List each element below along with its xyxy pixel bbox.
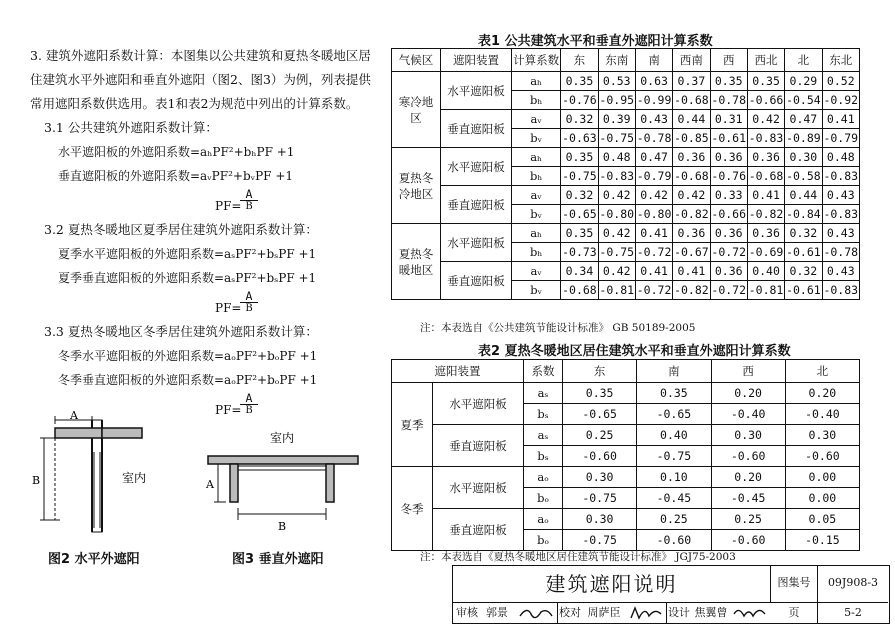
- value-cell: 0.43: [822, 224, 859, 243]
- coefficient-cell: aₕ: [512, 148, 561, 167]
- table-1-header-cell: 气候区: [392, 49, 441, 72]
- value-cell: -0.75: [598, 243, 635, 262]
- value-cell: 0.30: [785, 148, 822, 167]
- atlas-number-label: 图集号: [777, 576, 811, 589]
- value-cell: -0.95: [598, 91, 635, 110]
- coefficient-cell: bₒ: [524, 488, 563, 509]
- value-cell: -0.75: [637, 446, 711, 467]
- value-cell: 0.30: [785, 425, 859, 446]
- value-cell: -0.75: [598, 129, 635, 148]
- coefficient-cell: bᵥ: [512, 205, 561, 224]
- value-cell: -0.79: [822, 129, 859, 148]
- section-3-2-heading: 3.2 夏热冬暖地区夏季居住建筑外遮阳系数计算：: [44, 222, 318, 237]
- value-cell: 0.48: [598, 148, 635, 167]
- figure-2-horizontal-shading: [30, 410, 200, 540]
- pf-denominator: B: [245, 405, 253, 416]
- value-cell: -0.75: [563, 530, 637, 551]
- shading-device-cell: 水平遮阳板: [433, 383, 524, 425]
- value-cell: 0.36: [673, 148, 710, 167]
- figure-2-caption: 图2 水平外遮阳: [48, 552, 140, 567]
- value-cell: 0.42: [598, 224, 635, 243]
- divider: [770, 602, 888, 603]
- value-cell: 0.40: [637, 425, 711, 446]
- reviewer-signature: [517, 604, 555, 622]
- value-cell: -0.40: [711, 404, 785, 425]
- table-2: [391, 359, 860, 551]
- coefficient-cell: bₕ: [512, 243, 561, 262]
- value-cell: 0.20: [711, 467, 785, 488]
- value-cell: -0.81: [598, 281, 635, 300]
- table-2-header-cell: 北: [785, 360, 859, 383]
- table-2-row: [392, 383, 860, 404]
- value-cell: -0.66: [710, 205, 747, 224]
- reviewer-name: 郭景: [486, 606, 508, 619]
- value-cell: 0.43: [822, 262, 859, 281]
- value-cell: 0.25: [637, 509, 711, 530]
- table-2-header-cell: 系数: [524, 360, 563, 383]
- coefficient-cell: aᵥ: [512, 262, 561, 281]
- shading-device-cell: 垂直遮阳板: [433, 509, 524, 551]
- pf-denominator: B: [245, 201, 253, 212]
- season-cell: 夏季: [392, 383, 433, 467]
- pf-fraction: [240, 188, 258, 213]
- value-cell: -0.72: [710, 281, 747, 300]
- title-block: [452, 565, 890, 624]
- table-1-caption: 表1 公共建筑水平和垂直外遮阳计算系数: [478, 34, 713, 49]
- shading-device-cell: 垂直遮阳板: [441, 110, 512, 148]
- table-1-note: 注：本表选自《公共建筑节能设计标准》 GB 50189-2005: [420, 322, 696, 334]
- value-cell: 0.32: [785, 262, 822, 281]
- shading-device-cell: 水平遮阳板: [441, 72, 512, 110]
- dimension-A-label: A: [70, 410, 78, 422]
- coefficient-cell: aₕ: [512, 72, 561, 91]
- table-1-row: [392, 110, 860, 129]
- value-cell: -0.68: [747, 167, 784, 186]
- value-cell: -0.92: [822, 91, 859, 110]
- page-label: 页: [788, 606, 800, 619]
- value-cell: 0.25: [563, 425, 637, 446]
- table-2-note: 注：本表选自《夏热冬暖地区居住建筑节能设计标准》 JGJ75-2003: [420, 551, 736, 563]
- value-cell: -0.15: [785, 530, 859, 551]
- pf-formula: [30, 188, 380, 218]
- formula-horizontal: 水平遮阳板的外遮阳系数=aₕPF²+bₕPF +1: [58, 145, 295, 159]
- value-cell: -0.66: [747, 91, 784, 110]
- table-1-header-cell: 遮阳装置: [441, 49, 512, 72]
- value-cell: -0.61: [785, 243, 822, 262]
- pf-fraction: [240, 290, 258, 315]
- value-cell: -0.68: [673, 167, 710, 186]
- table-1-row: [392, 186, 860, 205]
- checker-signature: [627, 604, 665, 622]
- value-cell: 0.63: [635, 72, 672, 91]
- section-3-1-heading: 3.1 公共建筑外遮阳系数计算：: [44, 120, 218, 135]
- coefficient-cell: bᵥ: [512, 129, 561, 148]
- value-cell: 0.30: [563, 509, 637, 530]
- value-cell: -0.58: [785, 167, 822, 186]
- table-1-header-cell: 北: [785, 49, 822, 72]
- value-cell: -0.83: [822, 281, 859, 300]
- pf-fraction: [240, 392, 258, 417]
- formula-winter-vertical: 冬季垂直遮阳板的外遮阳系数=aₒPF²+bₒPF +1: [58, 373, 318, 387]
- shading-device-cell: 垂直遮阳板: [433, 425, 524, 467]
- coefficient-cell: aₒ: [524, 509, 563, 530]
- value-cell: 0.32: [561, 110, 598, 129]
- value-cell: 0.42: [598, 262, 635, 281]
- value-cell: 0.35: [637, 383, 711, 404]
- value-cell: -0.83: [747, 129, 784, 148]
- value-cell: -0.82: [747, 205, 784, 224]
- value-cell: -0.69: [747, 243, 784, 262]
- dimension-B-label: B: [32, 474, 41, 487]
- value-cell: -0.80: [635, 205, 672, 224]
- intro-paragraph: 3. 建筑外遮阳系数计算：本图集以公共建筑和夏热冬暖地区居住建筑水平外遮阳和垂直外遮阳（图2、图3）为例，列表提供常用遮阳系数供选用。表1和表2为规范中列出的计算系数。: [30, 48, 371, 111]
- dimension-A-label: A: [206, 478, 214, 491]
- value-cell: -0.83: [598, 167, 635, 186]
- value-cell: -0.78: [710, 91, 747, 110]
- value-cell: -0.78: [822, 243, 859, 262]
- value-cell: 0.53: [598, 72, 635, 91]
- value-cell: -0.72: [635, 243, 672, 262]
- coefficient-cell: aₕ: [512, 224, 561, 243]
- value-cell: -0.60: [563, 446, 637, 467]
- value-cell: 0.31: [710, 110, 747, 129]
- value-cell: 0.35: [747, 72, 784, 91]
- value-cell: 0.42: [598, 186, 635, 205]
- value-cell: 0.36: [710, 262, 747, 281]
- value-cell: 0.35: [561, 224, 598, 243]
- value-cell: -0.83: [822, 205, 859, 224]
- value-cell: 0.30: [711, 425, 785, 446]
- value-cell: 0.20: [711, 383, 785, 404]
- value-cell: -0.40: [785, 404, 859, 425]
- formula-summer-horizontal: 夏季水平遮阳板的外遮阳系数=aₛPF²+bₛPF +1: [58, 247, 317, 261]
- value-cell: 0.42: [747, 110, 784, 129]
- table-1-row: [392, 72, 860, 91]
- climate-zone-cell: 夏热冬暖地区: [392, 224, 441, 300]
- value-cell: -0.72: [635, 281, 672, 300]
- figure-3-vertical-shading: [198, 430, 368, 540]
- coefficient-cell: bₛ: [524, 446, 563, 467]
- coefficient-cell: aₛ: [524, 383, 563, 404]
- value-cell: 0.34: [561, 262, 598, 281]
- pf-numerator: A: [240, 188, 258, 201]
- coefficient-cell: aₒ: [524, 467, 563, 488]
- pf-label: PF=: [215, 403, 242, 417]
- pf-denominator: B: [245, 303, 253, 314]
- value-cell: -0.60: [711, 530, 785, 551]
- drawing-title: 建筑遮阳说明: [453, 566, 771, 603]
- value-cell: -0.78: [635, 129, 672, 148]
- value-cell: 0.41: [635, 262, 672, 281]
- value-cell: 0.40: [747, 262, 784, 281]
- value-cell: 0.52: [822, 72, 859, 91]
- value-cell: 0.41: [822, 110, 859, 129]
- value-cell: 0.47: [635, 148, 672, 167]
- value-cell: -0.89: [785, 129, 822, 148]
- table-2-row: [392, 467, 860, 488]
- coefficient-cell: bₒ: [524, 530, 563, 551]
- table-1-header-cell: 东北: [822, 49, 859, 72]
- pf-label: PF=: [215, 199, 242, 213]
- table-1-row: [392, 224, 860, 243]
- coefficient-cell: bₛ: [524, 404, 563, 425]
- value-cell: -0.79: [635, 167, 672, 186]
- value-cell: -0.65: [563, 404, 637, 425]
- section-3-3-heading: 3.3 夏热冬暖地区冬季居住建筑外遮阳系数计算：: [44, 324, 318, 339]
- climate-zone-cell: 夏热冬冷地区: [392, 148, 441, 224]
- value-cell: -0.45: [711, 488, 785, 509]
- pf-label: PF=: [215, 301, 242, 315]
- table-1-header-cell: 计算系数: [512, 49, 561, 72]
- coefficient-cell: bₕ: [512, 167, 561, 186]
- value-cell: -0.81: [747, 281, 784, 300]
- table-2-header-cell: 东: [563, 360, 637, 383]
- value-cell: -0.60: [637, 530, 711, 551]
- check-label: 校对: [559, 606, 581, 619]
- value-cell: 0.41: [673, 262, 710, 281]
- value-cell: -0.84: [785, 205, 822, 224]
- value-cell: -0.75: [561, 167, 598, 186]
- value-cell: -0.54: [785, 91, 822, 110]
- explanation-text: [30, 44, 380, 422]
- table-1-header-cell: 西南: [673, 49, 710, 72]
- value-cell: 0.00: [785, 488, 859, 509]
- value-cell: 0.33: [710, 186, 747, 205]
- value-cell: 0.48: [822, 148, 859, 167]
- table-2-header-cell: 遮阳装置: [392, 360, 524, 383]
- table-2-header-cell: 西: [711, 360, 785, 383]
- value-cell: -0.82: [673, 281, 710, 300]
- pf-numerator: A: [240, 290, 258, 303]
- value-cell: -0.65: [561, 205, 598, 224]
- value-cell: 0.35: [561, 72, 598, 91]
- value-cell: 0.05: [785, 509, 859, 530]
- designer-name: 焦翼曾: [694, 606, 728, 619]
- value-cell: -0.61: [710, 129, 747, 148]
- shading-device-cell: 水平遮阳板: [441, 224, 512, 262]
- shading-device-cell: 垂直遮阳板: [441, 262, 512, 300]
- value-cell: 0.42: [673, 186, 710, 205]
- checker-name: 周萨臣: [587, 606, 621, 619]
- coefficient-cell: aₛ: [524, 425, 563, 446]
- value-cell: 0.44: [785, 186, 822, 205]
- coefficient-cell: bₕ: [512, 91, 561, 110]
- value-cell: -0.72: [710, 243, 747, 262]
- page-number: 5-2: [844, 606, 862, 619]
- dimension-B-label: B: [278, 520, 287, 533]
- indoor-label: 室内: [270, 431, 295, 445]
- table-1-header-cell: 西北: [747, 49, 784, 72]
- coefficient-cell: bᵥ: [512, 281, 561, 300]
- table-1-header-cell: 南: [635, 49, 672, 72]
- value-cell: 0.32: [561, 186, 598, 205]
- value-cell: 0.37: [673, 72, 710, 91]
- value-cell: -0.67: [673, 243, 710, 262]
- value-cell: 0.30: [563, 467, 637, 488]
- value-cell: -0.61: [785, 281, 822, 300]
- table-1-header-cell: 西: [710, 49, 747, 72]
- coefficient-cell: aᵥ: [512, 186, 561, 205]
- design-label: 设计: [668, 606, 690, 619]
- value-cell: 0.20: [785, 383, 859, 404]
- shading-device-cell: 垂直遮阳板: [441, 186, 512, 224]
- value-cell: -0.68: [673, 91, 710, 110]
- value-cell: -0.75: [563, 488, 637, 509]
- value-cell: 0.25: [711, 509, 785, 530]
- value-cell: 0.35: [710, 72, 747, 91]
- table-1-row: [392, 148, 860, 167]
- value-cell: -0.63: [561, 129, 598, 148]
- value-cell: 0.41: [635, 224, 672, 243]
- value-cell: -0.76: [710, 167, 747, 186]
- value-cell: -0.82: [673, 205, 710, 224]
- climate-zone-cell: 寒冷地区: [392, 72, 441, 148]
- value-cell: 0.36: [710, 224, 747, 243]
- value-cell: 0.47: [785, 110, 822, 129]
- pf-formula: [30, 290, 380, 320]
- table-1: [391, 48, 860, 300]
- pf-numerator: A: [240, 392, 258, 405]
- formula-summer-vertical: 夏季垂直遮阳板的外遮阳系数=aₛPF²+bₛPF +1: [58, 271, 317, 285]
- value-cell: -0.80: [598, 205, 635, 224]
- table-1-header-cell: 东: [561, 49, 598, 72]
- value-cell: 0.43: [822, 186, 859, 205]
- value-cell: 0.43: [635, 110, 672, 129]
- value-cell: -0.68: [561, 281, 598, 300]
- value-cell: -0.76: [561, 91, 598, 110]
- value-cell: 0.35: [563, 383, 637, 404]
- formula-vertical: 垂直遮阳板的外遮阳系数=aᵥPF²+bᵥPF +1: [58, 169, 294, 183]
- atlas-number: 09J908-3: [827, 576, 879, 589]
- value-cell: 0.39: [598, 110, 635, 129]
- value-cell: -0.99: [635, 91, 672, 110]
- review-label: 审核: [456, 606, 478, 619]
- value-cell: -0.60: [785, 446, 859, 467]
- value-cell: -0.65: [637, 404, 711, 425]
- value-cell: -0.60: [711, 446, 785, 467]
- value-cell: 0.41: [747, 186, 784, 205]
- value-cell: 0.36: [710, 148, 747, 167]
- table-2-header-cell: 南: [637, 360, 711, 383]
- shading-device-cell: 水平遮阳板: [433, 467, 524, 509]
- shading-device-cell: 水平遮阳板: [441, 148, 512, 186]
- value-cell: 0.32: [785, 224, 822, 243]
- value-cell: 0.36: [747, 148, 784, 167]
- table-1-row: [392, 262, 860, 281]
- value-cell: 0.42: [635, 186, 672, 205]
- formula-winter-horizontal: 冬季水平遮阳板的外遮阳系数=aₒPF²+bₒPF +1: [58, 349, 318, 363]
- value-cell: 0.10: [637, 467, 711, 488]
- table-1-header-cell: 东南: [598, 49, 635, 72]
- value-cell: 0.44: [673, 110, 710, 129]
- value-cell: -0.83: [822, 167, 859, 186]
- indoor-label: 室内: [122, 471, 147, 485]
- table-2-row: [392, 425, 860, 446]
- value-cell: 0.36: [747, 224, 784, 243]
- value-cell: 0.36: [673, 224, 710, 243]
- table-2-caption: 表2 夏热冬暖地区居住建筑水平和垂直外遮阳计算系数: [478, 344, 791, 359]
- figure-3-caption: 图3 垂直外遮阳: [232, 552, 324, 567]
- value-cell: -0.85: [673, 129, 710, 148]
- designer-signature: [731, 604, 769, 622]
- value-cell: 0.00: [785, 467, 859, 488]
- coefficient-cell: aᵥ: [512, 110, 561, 129]
- value-cell: -0.45: [637, 488, 711, 509]
- value-cell: 0.35: [561, 148, 598, 167]
- value-cell: -0.73: [561, 243, 598, 262]
- value-cell: 0.29: [785, 72, 822, 91]
- table-2-row: [392, 509, 860, 530]
- season-cell: 冬季: [392, 467, 433, 551]
